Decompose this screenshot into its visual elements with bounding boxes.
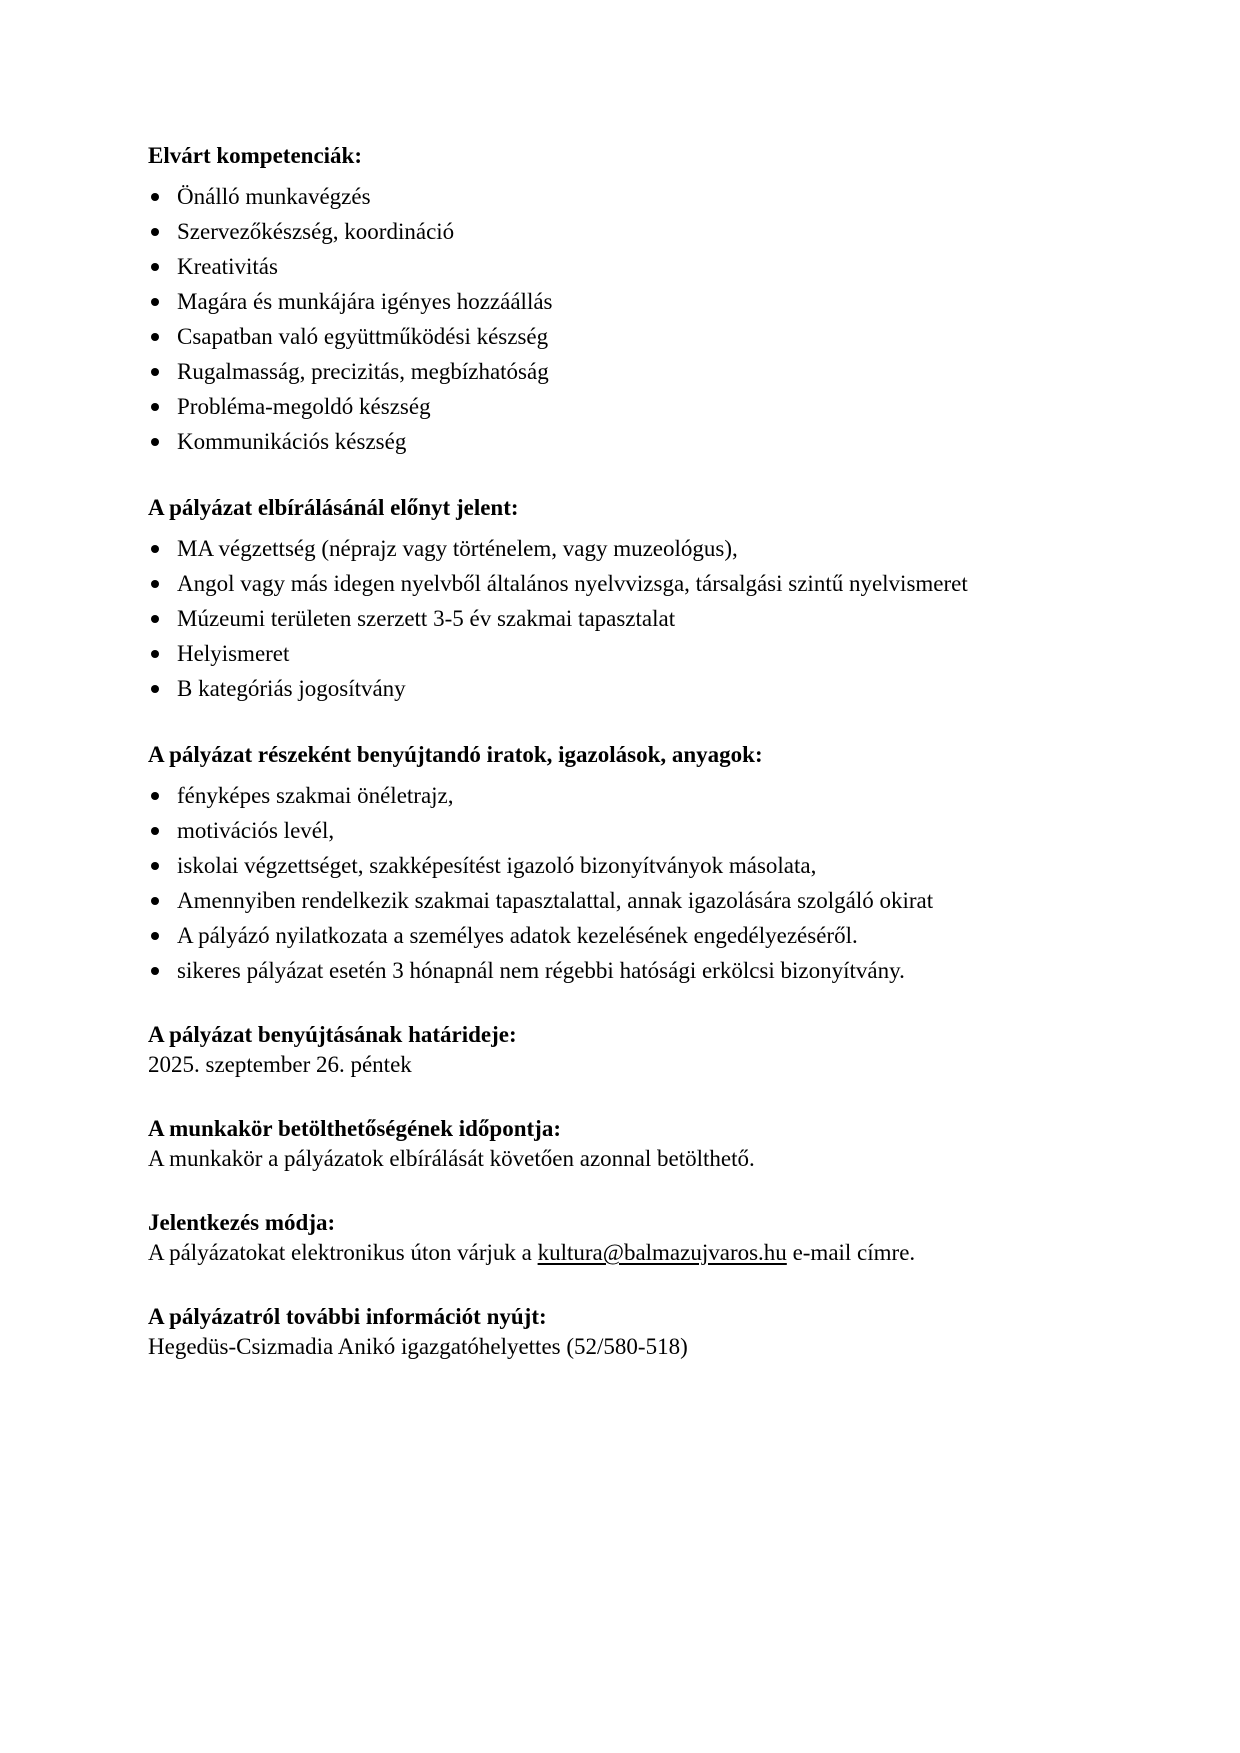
list-item	[148, 918, 1108, 953]
deadline-text: 2025. szeptember 26. péntek	[148, 1052, 412, 1077]
list-item	[148, 813, 1108, 848]
list-item	[148, 179, 1108, 214]
list-item-text: fényképes szakmai önéletrajz,	[177, 783, 454, 808]
list-item	[148, 601, 1108, 636]
advantages-list	[148, 531, 1108, 706]
list-item-text: Kommunikációs készség	[177, 429, 407, 454]
bullet-icon	[151, 298, 159, 306]
bullet-icon	[151, 263, 159, 271]
competencies-section	[148, 138, 1108, 459]
contact-section	[148, 1301, 1108, 1361]
list-item	[148, 636, 1108, 671]
email-link[interactable]: kultura@balmazujvaros.hu	[537, 1240, 787, 1265]
list-item-text: sikeres pályázat esetén 3 hónapnál nem régebbi hatósági erkölcsi bizonyítvány.	[177, 958, 905, 983]
list-item	[148, 778, 1108, 813]
list-item	[148, 284, 1108, 319]
application-section	[148, 1207, 1108, 1267]
advantages-heading: A pályázat elbírálásánál előnyt jelent:	[148, 495, 519, 520]
bullet-icon	[151, 438, 159, 446]
list-item-text: Helyismeret	[177, 641, 290, 666]
list-item	[148, 953, 1108, 988]
bullet-icon	[151, 615, 159, 623]
list-item-text: motivációs levél,	[177, 818, 335, 843]
list-item	[148, 354, 1108, 389]
list-item-text: Csapatban való együttműködési készség	[177, 324, 549, 349]
list-item	[148, 389, 1108, 424]
deadline-section	[148, 1019, 1108, 1079]
list-item-text: A pályázó nyilatkozata a személyes adatok kezelésének engedélyezéséről.	[177, 923, 858, 948]
list-item	[148, 566, 1108, 601]
documents-list	[148, 778, 1108, 988]
bullet-icon	[151, 862, 159, 870]
document-page	[148, 138, 1108, 1361]
deadline-heading: A pályázat benyújtásának határideje:	[148, 1022, 517, 1047]
documents-heading: A pályázat részeként benyújtandó iratok, igazolások, anyagok:	[148, 742, 763, 767]
bullet-icon	[151, 580, 159, 588]
bullet-icon	[151, 228, 159, 236]
bullet-icon	[151, 368, 159, 376]
bullet-icon	[151, 932, 159, 940]
application-text-before: A pályázatokat elektronikus úton várjuk a	[148, 1240, 538, 1265]
advantages-section	[148, 490, 1108, 706]
application-text	[148, 1238, 1108, 1267]
bullet-icon	[151, 792, 159, 800]
list-item-text: B kategóriás jogosítvány	[177, 676, 406, 701]
list-item-text: Amennyiben rendelkezik szakmai tapasztalattal, annak igazolására szolgáló okirat	[177, 888, 934, 913]
spacer	[148, 1267, 1108, 1301]
bullet-icon	[151, 403, 159, 411]
contact-text: Hegedüs-Csizmadia Anikó igazgatóhelyettes (52/580-518)	[148, 1334, 688, 1359]
list-item-text: Múzeumi területen szerzett 3-5 év szakmai tapasztalat	[177, 606, 676, 631]
spacer	[148, 706, 1108, 737]
bullet-icon	[151, 545, 159, 553]
list-item-text: iskolai végzettséget, szakképesítést igazoló bizonyítványok másolata,	[177, 853, 817, 878]
list-item-text: Szervezőkészség, koordináció	[177, 219, 455, 244]
list-item	[148, 848, 1108, 883]
list-item	[148, 671, 1108, 706]
application-text-after: e-mail címre.	[786, 1240, 916, 1265]
start-date-section	[148, 1113, 1108, 1173]
list-item-text: Önálló munkavégzés	[177, 184, 371, 209]
bullet-icon	[151, 193, 159, 201]
documents-section	[148, 737, 1108, 988]
spacer	[148, 1079, 1108, 1113]
spacer	[148, 459, 1108, 490]
list-item-text: Angol vagy más idegen nyelvből általános nyelvvizsga, társalgási szintű nyelvismeret	[177, 571, 968, 596]
contact-heading: A pályázatról további információt nyújt:	[148, 1304, 547, 1329]
list-item-text: Rugalmasság, precizitás, megbízhatóság	[177, 359, 549, 384]
list-item	[148, 214, 1108, 249]
list-item	[148, 424, 1108, 459]
bullet-icon	[151, 827, 159, 835]
bullet-icon	[151, 333, 159, 341]
competencies-list	[148, 179, 1108, 459]
list-item	[148, 319, 1108, 354]
start-date-text: A munkakör a pályázatok elbírálását követően azonnal betölthető.	[148, 1146, 755, 1171]
list-item-text: Probléma-megoldó készség	[177, 394, 431, 419]
start-date-heading: A munkakör betölthetőségének időpontja:	[148, 1116, 561, 1141]
list-item	[148, 249, 1108, 284]
bullet-icon	[151, 967, 159, 975]
bullet-icon	[151, 685, 159, 693]
list-item	[148, 531, 1108, 566]
spacer	[148, 988, 1108, 1019]
spacer	[148, 1173, 1108, 1207]
list-item-text: MA végzettség (néprajz vagy történelem, vagy muzeológus),	[177, 536, 738, 561]
competencies-heading: Elvárt kompetenciák:	[148, 143, 363, 168]
bullet-icon	[151, 650, 159, 658]
application-heading: Jelentkezés módja:	[148, 1210, 336, 1235]
list-item-text: Kreativitás	[177, 254, 278, 279]
bullet-icon	[151, 897, 159, 905]
list-item-text: Magára és munkájára igényes hozzáállás	[177, 289, 553, 314]
list-item	[148, 883, 1108, 918]
